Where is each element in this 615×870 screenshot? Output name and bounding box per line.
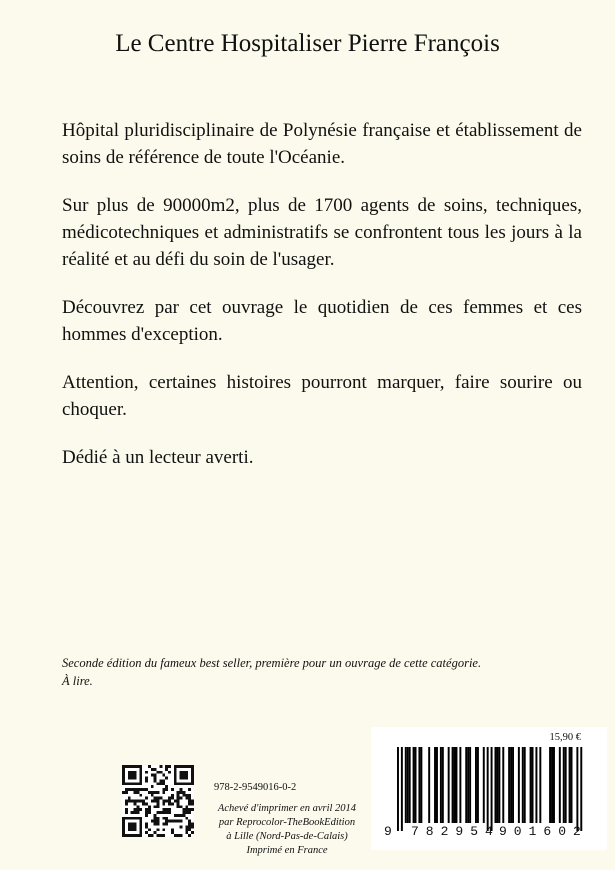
barcode-digit-group: 9 xyxy=(384,824,392,839)
printer-line: par Reprocolor-TheBookEdition xyxy=(218,817,356,828)
book-title: Le Centre Hospitaliser Pierre François xyxy=(115,30,500,57)
barcode-panel xyxy=(371,727,607,850)
printer-line: Imprimé en France xyxy=(246,845,328,856)
back-cover-blurb xyxy=(62,117,582,492)
colophon xyxy=(214,781,360,858)
paragraph: Découvrez par cet ouvrage le quotidien de ces femmes et ces hommes d'exception. xyxy=(62,297,582,345)
isbn: 978-2-9549016-0-2 xyxy=(214,782,297,793)
barcode-digit-group: 901602 xyxy=(499,824,588,839)
qr-code-icon xyxy=(122,765,194,837)
barcode-digit-group: 782954 xyxy=(411,824,500,839)
edition-note-line: À lire. xyxy=(62,674,93,688)
printer-info xyxy=(214,802,360,858)
edition-note-line: Seconde édition du fameux best seller, première pour un ouvrage de cette catégorie. xyxy=(62,656,482,670)
paragraph: Attention, certaines histoires pourront marquer, faire sourire ou choquer. xyxy=(62,372,582,420)
paragraph: Dédié à un lecteur averti. xyxy=(62,447,254,468)
printer-line: à Lille (Nord-Pas-de-Calais) xyxy=(226,831,348,842)
price: 15,90 € xyxy=(549,732,581,743)
printer-line: Achevé d'imprimer en avril 2014 xyxy=(217,803,357,814)
paragraph: Sur plus de 90000m2, plus de 1700 agents de soins, techniques, médicotechniques et administratifs se confrontent tous les jours à la réalité et au défi du soin de l'usager. xyxy=(62,195,582,270)
paragraph: Hôpital pluridisciplinaire de Polynésie française et établissement de soins de référence de toute l'Océanie. xyxy=(62,120,582,168)
barcode-digits xyxy=(371,824,607,842)
edition-note xyxy=(62,654,582,690)
